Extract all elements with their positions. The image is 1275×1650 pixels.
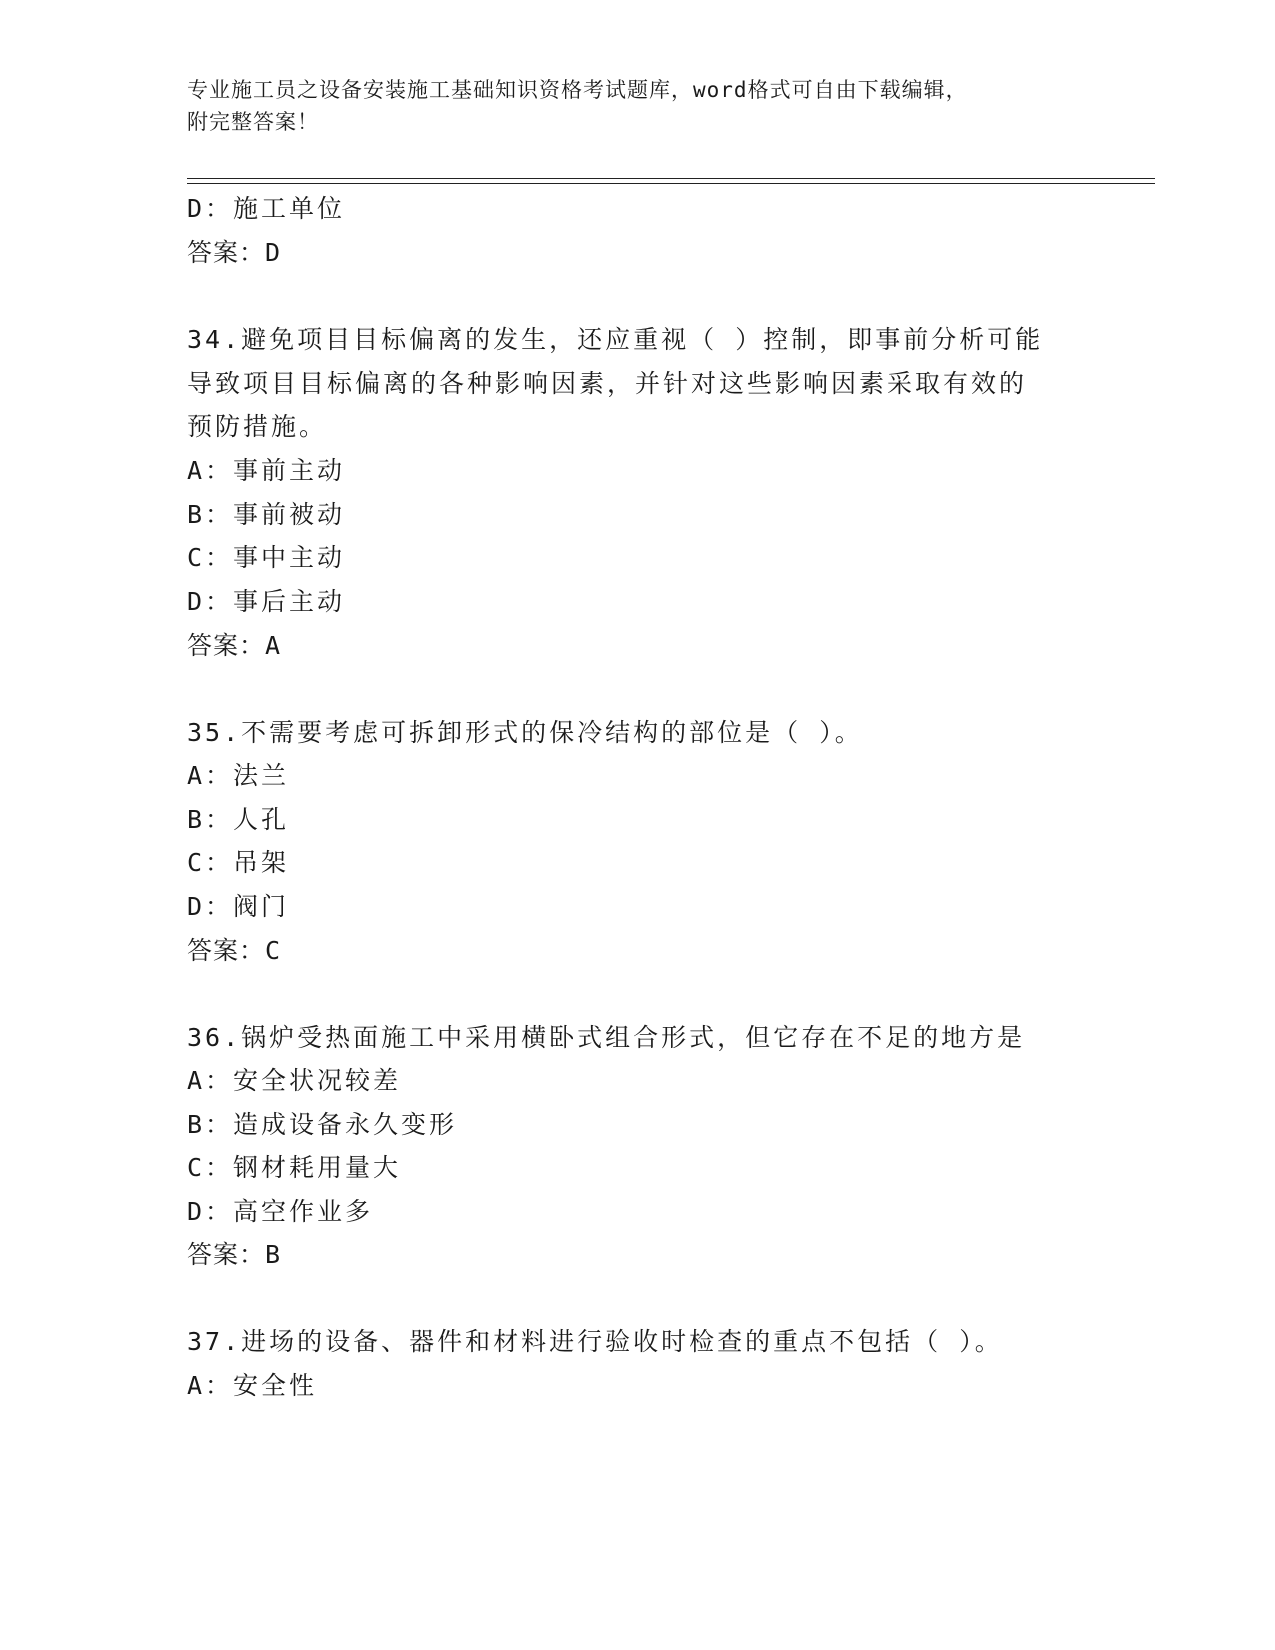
header-divider-bottom	[187, 183, 1155, 184]
header-line-1: 专业施工员之设备安装施工基础知识资格考试题库，word格式可自由下载编辑，	[187, 78, 968, 102]
header-line-2: 附完整答案！	[187, 110, 319, 134]
q34-answer: 答案：A	[187, 631, 282, 660]
q35-option-c: C：吊架	[187, 848, 290, 877]
q36-option-d: D：高空作业多	[187, 1197, 374, 1226]
q35-option-d: D：阀门	[187, 892, 290, 921]
q34-option-a: A：事前主动	[187, 456, 346, 485]
q37-stem-line-1: 37.进场的设备、器件和材料进行验收时检查的重点不包括（ ）。	[187, 1327, 1003, 1356]
q34-option-d: D：事后主动	[187, 587, 346, 616]
prev-answer: 答案：D	[187, 238, 282, 267]
q37-option-a: A：安全性	[187, 1371, 318, 1400]
q36-option-a: A：安全状况较差	[187, 1066, 402, 1095]
q34-stem-line-2: 导致项目目标偏离的各种影响因素，并针对这些影响因素采取有效的	[187, 369, 1028, 398]
q36-option-b: B：造成设备永久变形	[187, 1110, 458, 1139]
q36-stem-line-1: 36.锅炉受热面施工中采用横卧式组合形式，但它存在不足的地方是	[187, 1023, 1026, 1052]
q35-answer: 答案：C	[187, 936, 282, 965]
q35-option-a: A：法兰	[187, 761, 290, 790]
prev-option-d: D：施工单位	[187, 194, 346, 223]
q34-option-c: C：事中主动	[187, 543, 346, 572]
q34-stem-line-1: 34.避免项目目标偏离的发生，还应重视（ ）控制，即事前分析可能	[187, 325, 1044, 354]
q36-option-c: C：钢材耗用量大	[187, 1153, 402, 1182]
q34-stem-line-3: 预防措施。	[187, 412, 328, 441]
header-divider-top	[187, 178, 1155, 179]
q36-answer: 答案：B	[187, 1240, 282, 1269]
document-header	[187, 74, 1067, 138]
q34-option-b: B：事前被动	[187, 500, 346, 529]
q35-option-b: B：人孔	[187, 805, 290, 834]
q35-stem-line-1: 35.不需要考虑可拆卸形式的保冷结构的部位是（ ）。	[187, 718, 863, 747]
